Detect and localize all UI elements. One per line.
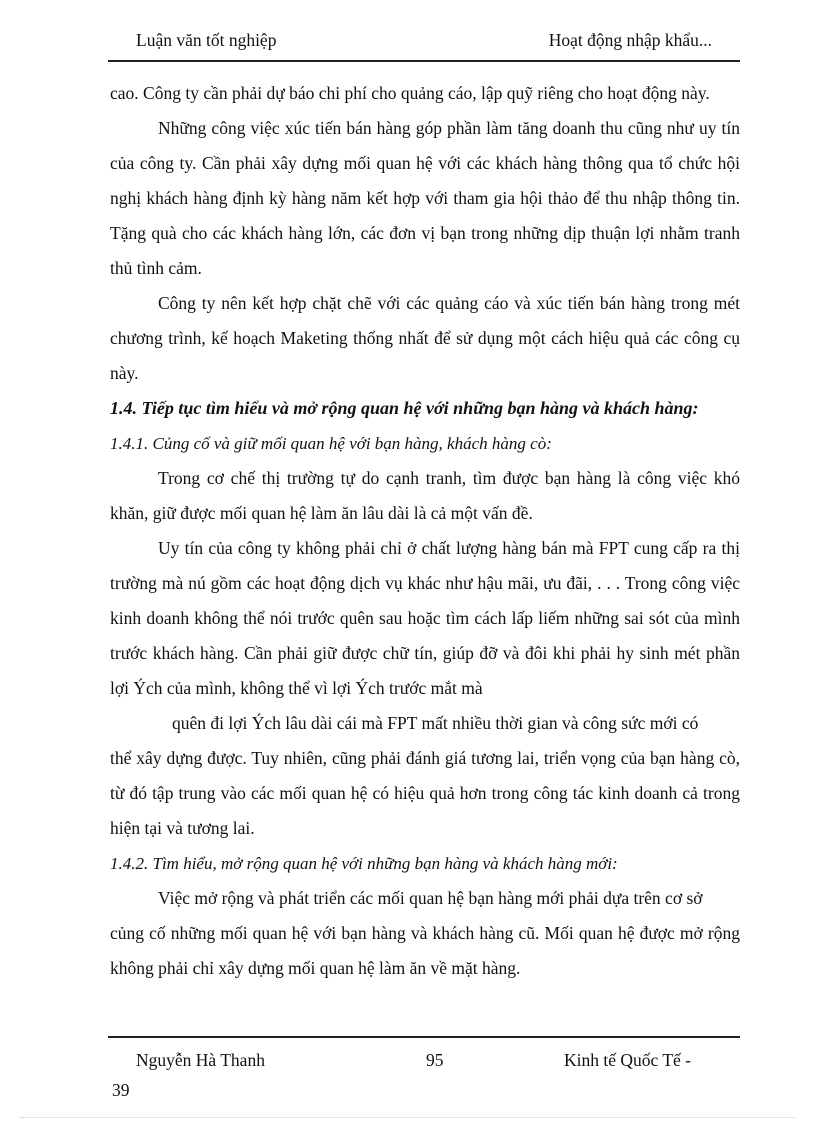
page-header (108, 26, 740, 62)
footer-divider (108, 1036, 740, 1038)
paragraph-marketing-program: Công ty nên kết hợp chặt chẽ với các quảng cáo và xúc tiến bán hàng trong mét chương trình, kế hoạch Maketing thống nhất để sử dụng một cách hiệu quả các công cụ này. (110, 293, 740, 383)
section-heading-1-4: 1.4. Tiếp tục tìm hiểu và mở rộng quan hệ với những bạn hàng và khách hàng: (110, 398, 699, 418)
header-chapter-title: Hoạt động nhập khẩu... (548, 30, 712, 50)
footer-author: Nguyễn Hà Thanh (136, 1050, 265, 1070)
paragraph-continued: cao. Công ty cần phải dự báo chi phí cho quảng cáo, lập quỹ riêng cho hoạt động này. (110, 83, 710, 103)
paragraph-expansion: Việc mở rộng và phát triển các mối quan hệ bạn hàng mới phải dựa trên cơ sở (158, 888, 703, 908)
page-bottom-border (20, 1117, 796, 1118)
footer-page-number: 95 (426, 1050, 444, 1070)
paragraph-prospects: thể xây dựng được. Tuy nhiên, cũng phải đánh giá tương lai, triển vọng của bạn hàng cò, từ đó tập trung vào các mối quan hệ có hiệu quả hơn trong công tác kinh doanh cả trong hiện tại và tương lai. (110, 748, 740, 838)
page-footer (108, 1044, 740, 1104)
footer-department-continued: 39 (112, 1080, 130, 1100)
paragraph-sales-promotion: Những công việc xúc tiến bán hàng góp phần làm tăng doanh thu cũng như uy tín của công ty. Cần phải xây dựng mối quan hệ với các khách hàng thông qua tổ chức hội nghị khách hàng định kỳ hàng năm kết hợp với tham gia hội thảo để thu nhập thông tin. Tặng quà cho các khách hàng lớn, các đơn vị bạn trong những dịp thuận lợi nhằm tranh thủ tình cảm. (110, 118, 740, 278)
subsection-heading-1-4-2: 1.4.2. Tìm hiểu, mở rộng quan hệ với những bạn hàng và khách hàng mới: (110, 854, 618, 873)
paragraph-reputation: Uy tín của công ty không phải chỉ ở chất lượng hàng bán mà FPT cung cấp ra thị trường mà nú gồm các hoạt động dịch vụ khác như hậu mãi, ưu đãi, . . . Trong công việc kinh doanh không thể nói trước quên sau hoặc tìm cách lấp liếm những sai sót của mình trước khách hàng. Cần phải giữ được chữ tín, giúp đỡ và đôi khi phải hy sinh mét phần lợi Ých của mình, không thể vì lợi Ých trước mắt mà (110, 538, 740, 698)
paragraph-long-term-benefit: quên đi lợi Ých lâu dài cái mà FPT mất nhiều thời gian và công sức mới có (172, 713, 699, 733)
page-body (110, 76, 740, 986)
paragraph-consolidation: củng cố những mối quan hệ với bạn hàng và khách hàng cũ. Mối quan hệ được mở rộng không phải chỉ xây dựng mối quan hệ làm ăn về mặt hàng. (110, 923, 740, 978)
paragraph-competition: Trong cơ chế thị trường tự do cạnh tranh, tìm được bạn hàng là công việc khó khăn, giữ được mối quan hệ làm ăn lâu dài là cả một vấn đề. (110, 468, 740, 523)
subsection-heading-1-4-1: 1.4.1. Củng cố và giữ mối quan hệ với bạn hàng, khách hàng cò: (110, 434, 552, 453)
footer-department: Kinh tế Quốc Tế - (564, 1050, 692, 1070)
header-thesis-title: Luận văn tốt nghiệp (136, 30, 277, 50)
